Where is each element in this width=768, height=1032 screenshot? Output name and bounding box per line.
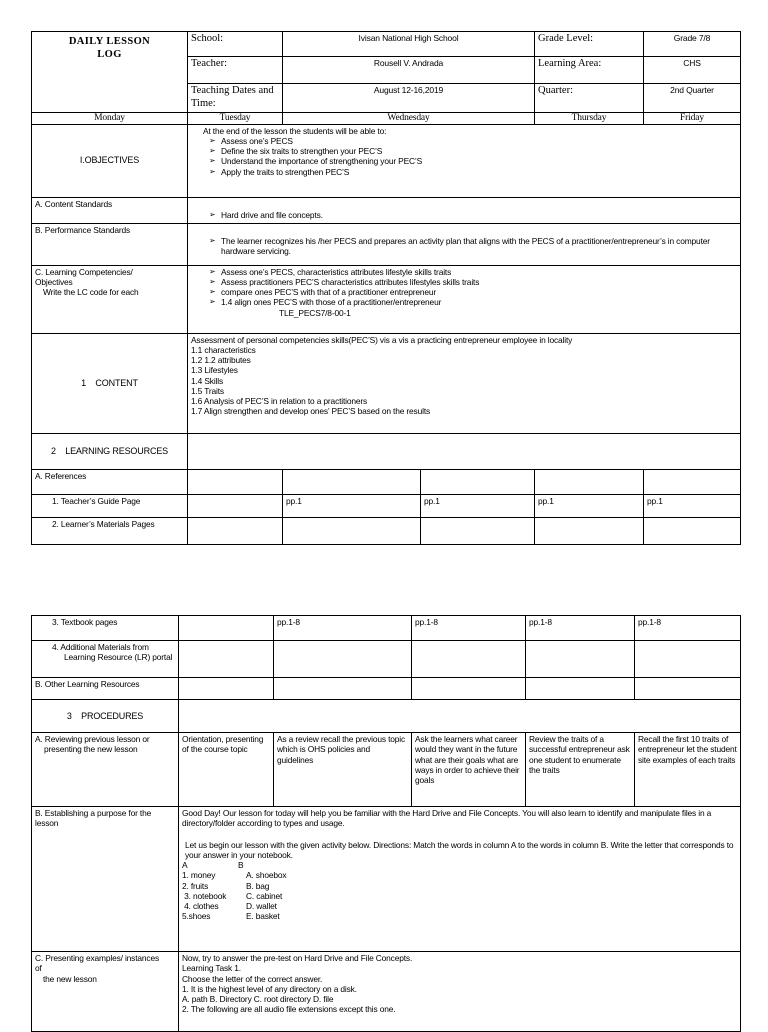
content-standards-cell bbox=[188, 197, 741, 223]
days-row bbox=[32, 112, 741, 124]
list-item: ➢ Understand the importance of strengthening your PEC’S bbox=[209, 156, 737, 166]
learning-resources-label: 2 LEARNING RESOURCES bbox=[32, 433, 188, 469]
teacher-label: Teacher: bbox=[188, 57, 283, 84]
additional-materials-label: 4. Additional Materials from Learning Resource (LR) portal bbox=[32, 641, 179, 678]
list-item: ➢ compare ones PEC’S with that of a practitioner entrepreneur bbox=[209, 287, 737, 297]
teaching-dates-value: August 12-16,2019 bbox=[283, 84, 535, 113]
examples-cell: Now, try to answer the pre-test on Hard Drive and File Concepts. Learning Task 1. Choose the letter of the correct answer. 1. It is the highest level of any directory on a disk. A. path B. Directory C. root directory D. file 2. The following are all audio file extensions except this one. bbox=[179, 952, 741, 1032]
objectives-intro: At the end of the lesson the students will be able to: bbox=[203, 125, 387, 136]
other-resources-label: B. Other Learning Resources bbox=[32, 678, 179, 700]
teaching-dates-label: Teaching Dates and Time: bbox=[188, 84, 283, 113]
match-row: 5.shoes E. basket bbox=[182, 911, 280, 922]
table-cell: pp.1 bbox=[644, 494, 741, 517]
learning-area-label: Learning Area: bbox=[535, 57, 644, 84]
match-row: 1. money A. shoebox bbox=[182, 870, 287, 881]
list-item: ➢ Assess one’s PECS bbox=[209, 136, 737, 146]
list-item: ➢ Define the six traits to strengthen your PEC’S bbox=[209, 146, 737, 156]
examples-label: C. Presenting examples/ instances of the new lesson bbox=[32, 952, 179, 1032]
table-cell bbox=[188, 494, 283, 517]
review-lesson-label: A. Reviewing previous lesson or presenting the new lesson bbox=[32, 733, 179, 807]
procedures-label: 3 PROCEDURES bbox=[32, 700, 179, 733]
table-cell: Recall the first 10 traits of entrepreneur let the student site examples of each traits bbox=[635, 733, 741, 807]
competencies-cell bbox=[188, 265, 741, 333]
list-item: ➢ Assess one’s PECS, characteristics attributes lifestyle skills traits bbox=[209, 267, 737, 277]
teachers-guide-label: 1. Teacher’s Guide Page bbox=[32, 494, 188, 517]
table-cell: pp.1 bbox=[283, 494, 421, 517]
performance-standards-cell bbox=[188, 223, 741, 265]
list-item: ➢ Assess practitioners PEC’S characteristics attributes lifestyles skills traits bbox=[209, 277, 737, 287]
daily-lesson-log-table-continued bbox=[31, 615, 741, 1032]
objectives-list bbox=[191, 136, 737, 177]
objectives-cell bbox=[188, 124, 741, 197]
match-table: A B 1. money A. shoebox 2. fruits B. bag 3. notebook C. cabinet 4. clothes D. wallet 5.shoes E. basket bbox=[182, 860, 332, 922]
school-label: School: bbox=[188, 32, 283, 57]
list-item: ➢ 1.4 align ones PEC’S with those of a practitioner/entrepreneur bbox=[209, 297, 737, 307]
table-cell: As a review recall the previous topic which is OHS policies and guidelines bbox=[274, 733, 412, 807]
day-tuesday: Tuesday bbox=[188, 112, 283, 124]
content-cell: Assessment of personal competencies skills(PEC’S) vis a vis a practicing entrepreneur employee in locality 1.1 characteristics 1.2 1.2 attributes 1.3 Lifestyles 1.4 Skills 1.5 Traits 1.6 Analysis of PEC’S in relation to a practitioners 1.7 Align strengthen and develop ones’ PEC’S based on the results bbox=[188, 333, 741, 433]
table-cell: pp.1-8 bbox=[635, 616, 741, 641]
match-row: 4. clothes D. wallet bbox=[182, 901, 277, 911]
match-row: 3. notebook C. cabinet bbox=[182, 890, 283, 901]
table-cell bbox=[179, 616, 274, 641]
table-cell: Review the traits of a successful entrepreneur ask one student to enumerate the traits bbox=[526, 733, 635, 807]
table-cell: Ask the learners what career would they want in the future what are their goals what are ways in order to achieve their goals bbox=[412, 733, 526, 807]
purpose-activity: Let us begin our lesson with the given activity below. Directions: Match the words in column A to the words in column B. Write the letter that corresponds to your answer in your notebook. bbox=[185, 839, 734, 860]
lesson-log-title: DAILY LESSON LOG bbox=[32, 32, 188, 113]
table-cell: pp.1-8 bbox=[526, 616, 635, 641]
learning-area-value: CHS bbox=[644, 57, 741, 84]
day-thursday: Thursday bbox=[535, 112, 644, 124]
textbook-pages-label: 3. Textbook pages bbox=[32, 616, 179, 641]
purpose-intro: Good Day! Our lesson for today will help you be familiar with the Hard Drive and File Concepts. You will also learn to identify and manipulate files in a directory/folder according to types and usage. bbox=[182, 808, 712, 829]
school-value: Ivisan National High School bbox=[283, 32, 535, 57]
day-monday: Monday bbox=[32, 112, 188, 124]
purpose-label: B. Establishing a purpose for the lesson bbox=[32, 807, 179, 952]
content-label: 1 CONTENT bbox=[32, 333, 188, 433]
table-cell: pp.1-8 bbox=[412, 616, 526, 641]
list-item: ➢ The learner recognizes his /her PECS and prepares an activity plan that aligns with the PECS of a practitioner/entrepreneur’s in computer hardware servicing. bbox=[209, 236, 737, 257]
day-friday: Friday bbox=[644, 112, 741, 124]
quarter-label: Quarter: bbox=[535, 84, 644, 113]
table-cell: Orientation, presenting of the course topic bbox=[179, 733, 274, 807]
lc-code: TLE_PECS7/8-00-1 bbox=[279, 307, 351, 318]
table-cell: pp.1 bbox=[535, 494, 644, 517]
objectives-label: I.OBJECTIVES bbox=[32, 124, 188, 197]
list-item: ➢ Apply the traits to strengthen PEC’S bbox=[209, 167, 737, 177]
competencies-label: C. Learning Competencies/ Objectives Write the LC code for each bbox=[32, 265, 188, 333]
grade-label: Grade Level: bbox=[535, 32, 644, 57]
table-cell: pp.1-8 bbox=[274, 616, 412, 641]
daily-lesson-log-table bbox=[31, 31, 741, 545]
learners-materials-label: 2. Learner’s Materials Pages bbox=[32, 517, 188, 544]
day-wednesday: Wednesday bbox=[283, 112, 535, 124]
quarter-value: 2nd Quarter bbox=[644, 84, 741, 113]
content-standards-label: A. Content Standards bbox=[32, 197, 188, 223]
teacher-value: Rousell V. Andrada bbox=[283, 57, 535, 84]
list-item: ➢ Hard drive and file concepts. bbox=[209, 210, 737, 220]
table-cell: pp.1 bbox=[421, 494, 535, 517]
references-label: A. References bbox=[32, 469, 188, 494]
match-row: 2. fruits B. bag bbox=[182, 880, 270, 891]
purpose-cell bbox=[179, 807, 741, 952]
grade-value: Grade 7/8 bbox=[644, 32, 741, 57]
performance-standards-label: B. Performance Standards bbox=[32, 223, 188, 265]
